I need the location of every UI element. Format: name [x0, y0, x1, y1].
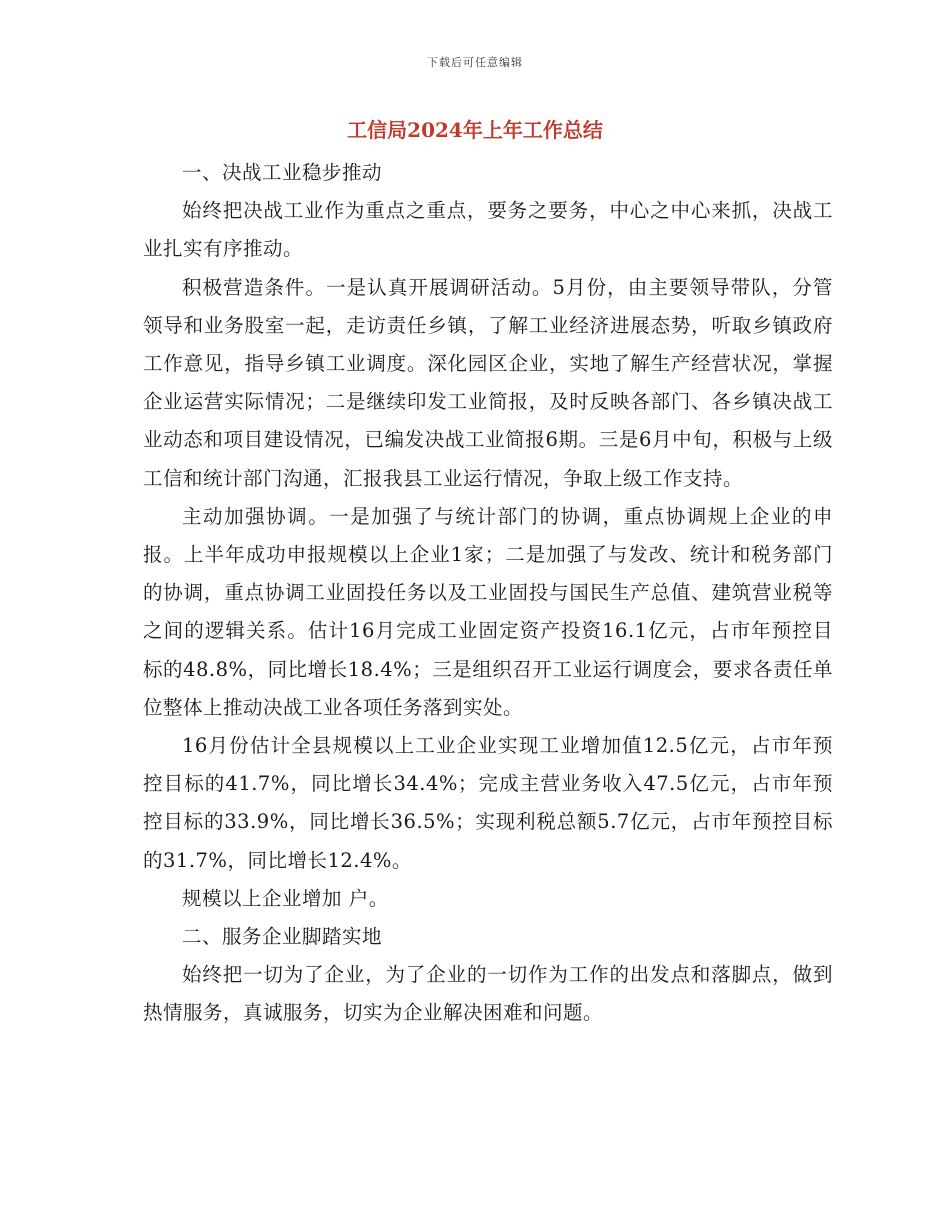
paragraph: 始终把一切为了企业，为了企业的一切作为工作的出发点和落脚点，做到热情服务，真诚服务，切实为企业解决困难和问题。	[143, 963, 833, 1025]
section-heading-1: 一、决战工业稳步推动	[182, 161, 383, 184]
paragraph: 16月份估计全县规模以上工业企业实现工业增加值12.5亿元，占市年预控目标的41.7%，同比增长34.4%；完成主营业务收入47.5亿元，占市年预控目标的33.9%，同比增长36.5%；实现利税总额5.7亿元，占市年预控目标的31.7%，同比增长12.4%。	[143, 734, 833, 872]
paragraph: 始终把决战工业作为重点之重点，要务之要务，中心之中心来抓，决战工业扎实有序推动。	[143, 199, 833, 261]
section-heading-2: 二、服务企业脚踏实地	[182, 925, 383, 949]
paragraph: 主动加强协调。一是加强了与统计部门的协调，重点协调规上企业的申报。上半年成功申报规模以上企业1家；二是加强了与发改、统计和税务部门的协调，重点协调工业固投任务以及工业固投与国民生产总值、建筑营业税等之间的逻辑关系。估计16月完成工业固定资产投资16.1亿元，占市年预控目标的48.8%，同比增长18.4%；三是组织召开工业运行调度会，要求各责任单位整体上推动决战工业各项任务落到实处。	[143, 504, 833, 719]
paragraph: 积极营造条件。一是认真开展调研活动。5月份，由主要领导带队，分管领导和业务股室一起，走访责任乡镇，了解工业经济进展态势，听取乡镇政府工作意见，指导乡镇工业调度。深化园区企业，实地了解生产经营状况，掌握企业运营实际情况；二是继续印发工业简报，及时反映各部门、各乡镇决战工业动态和项目建设情况，已编发决战工业简报6期。三是6月中旬，积极与上级工信和统计部门沟通，汇报我县工业运行情况，争取上级工作支持。	[143, 275, 833, 490]
header-note: 下载后可任意编辑	[427, 56, 523, 69]
document-body	[143, 154, 833, 1033]
paragraph: 规模以上企业增加 户。	[182, 886, 389, 910]
document-title: 工信局2024年上年工作总结	[347, 118, 603, 142]
